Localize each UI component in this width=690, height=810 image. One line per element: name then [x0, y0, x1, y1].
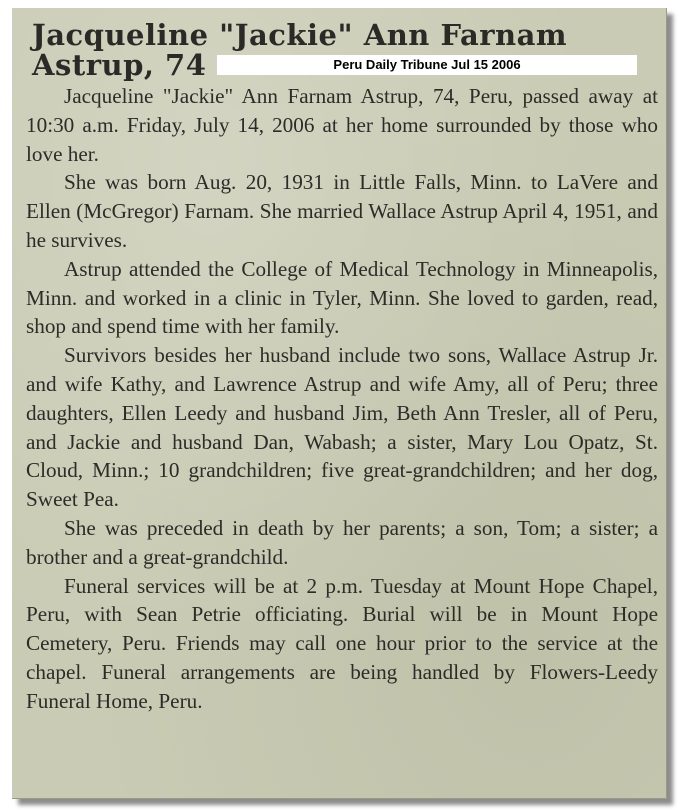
obituary-body [26, 82, 658, 716]
paragraph-death-notice: Jacqueline "Jackie" Ann Farnam Astrup, 74, Peru, passed away at 10:30 a.m. Friday, July 14, 2006 at her home surrounded by those who love her. [26, 84, 658, 166]
paragraph-survivors: Survivors besides her husband include two sons, Wallace Astrup Jr. and wife Kathy, and Lawrence Astrup and wife Amy, all of Peru; three daughters, Ellen Leedy and husband Jim, Beth Ann Tresler, all of Peru, and Jackie and husband Dan, Wabash; a sister, Mary Lou Opatz, St. Cloud, Minn.; 10 grandchildren; five great-grandchildren; and her dog, Sweet Pea. [26, 343, 658, 512]
newspaper-clipping [12, 8, 667, 799]
paragraph-funeral-services: Funeral services will be at 2 p.m. Tuesday at Mount Hope Chapel, Peru, with Sean Petrie officiating. Burial will be in Mount Hope Cemetery, Peru. Friends may call one hour prior to the service at the chapel. Funeral arrangements are being handled by Flowers-Leedy Funeral Home, Peru. [26, 573, 658, 713]
paragraph-education-interests: Astrup attended the College of Medical Technology in Minneapolis, Minn. and worked in a clinic in Tyler, Minn. She loved to garden, read, shop and spend time with her family. [26, 256, 658, 339]
source-label: Peru Daily Tribune Jul 15 2006 [217, 55, 637, 75]
paragraph-birth-marriage: She was born Aug. 20, 1931 in Little Falls, Minn. to LaVere and Ellen (McGregor) Farnam. She married Wallace Astrup April 4, 1951, and he survives. [26, 170, 658, 252]
obituary-headline: Jacqueline "Jackie" Ann Farnam Astrup, 74 [32, 18, 568, 82]
paragraph-preceded-in-death: She was preceded in death by her parents; a son, Tom; a sister; a brother and a great-grandchild. [26, 515, 658, 569]
